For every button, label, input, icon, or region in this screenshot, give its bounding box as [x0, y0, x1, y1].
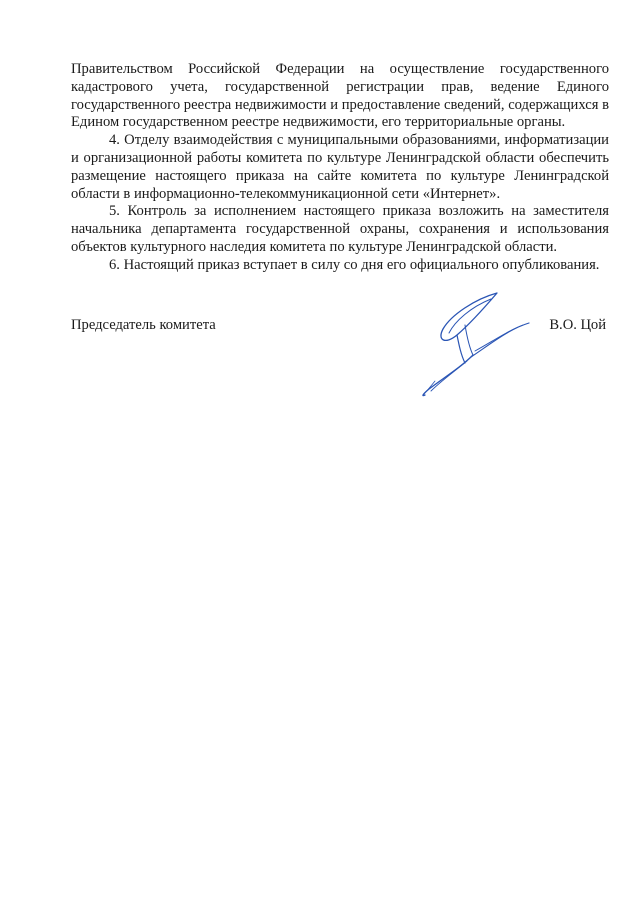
paragraph-item-6: 6. Настоящий приказ вступает в силу со дня его официального опубликования. — [109, 256, 600, 273]
signer-name: В.О. Цой — [549, 317, 606, 333]
handwritten-signature — [405, 285, 540, 400]
position-title: Председатель комитета — [71, 317, 216, 333]
paragraph-continuation: Правительством Российской Федерации на осуществление государственного кадастрового учета, государственной регистрации прав, ведение Единого государственного реестра недвижимости и предоставление сведений, содержащихся в Едином государственном реестре недвижимости, его территориальные органы. — [71, 61, 609, 131]
signature-row — [71, 316, 609, 336]
paragraph-item-4: 4. Отделу взаимодействия с муниципальными образованиями, информатизации и организационной работы комитета по культуре Ленинградской области обеспечить размещение настоящего приказа на сайте комитета по культуре Ленинградской области в информационно-телекоммуникационной сети «Интернет». — [71, 132, 609, 202]
paragraph-item-5: 5. Контроль за исполнением настоящего приказа возложить на заместителя начальника департамента государственной охраны, сохранения и использования объектов культурного наследия комитета по культуре Ленинградской области. — [71, 203, 609, 255]
document-body — [71, 61, 609, 275]
